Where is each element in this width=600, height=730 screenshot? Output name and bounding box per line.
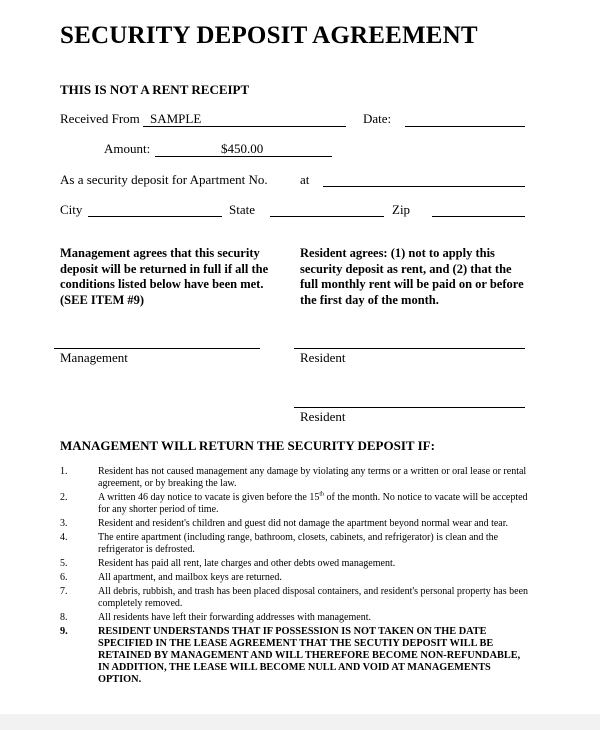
list-item-number: 4.: [60, 532, 68, 543]
resident-signature-label-2: Resident: [300, 409, 346, 424]
city-line[interactable]: [88, 216, 222, 217]
list-item-number: 6.: [60, 572, 68, 583]
zip-line[interactable]: [432, 216, 525, 217]
conditions-list: [60, 466, 530, 688]
document-subtitle: THIS IS NOT A RENT RECEIPT: [60, 82, 250, 97]
list-item-number: 1.: [60, 466, 68, 477]
list-item-number: 2.: [60, 492, 68, 503]
list-item: [60, 558, 530, 570]
return-conditions-heading: MANAGEMENT WILL RETURN THE SECURITY DEPOSIT IF:: [60, 438, 435, 453]
at-label: at: [300, 172, 310, 187]
list-item-number: 7.: [60, 586, 68, 597]
list-item: [60, 532, 530, 556]
state-label: State: [229, 202, 255, 217]
resident-signature-line-1[interactable]: [294, 348, 525, 349]
list-item-text: Resident has paid all rent, late charges and other debts owed management.: [98, 558, 396, 569]
list-item-text: Resident has not caused management any damage by violating any terms or a written or oral lease or rental agreement, or by breaking the law.: [98, 466, 527, 489]
list-item: [60, 466, 530, 490]
list-item-text: of the month. No notice to vacate will be accepted for any shorter period of time.: [98, 492, 528, 515]
amount-value[interactable]: $450.00: [221, 141, 264, 156]
resident-signature-label-1: Resident: [300, 350, 346, 365]
list-item-superscript: th: [319, 491, 324, 498]
list-item-number: 3.: [60, 518, 68, 529]
list-item-text: Resident and resident's children and guest did not damage the apartment beyond normal wear and tear.: [98, 518, 509, 529]
list-item-text: All debris, rubbish, and trash has been placed disposal containers, and resident's personal property has been completely removed.: [98, 586, 529, 609]
list-item-text: The entire apartment (including range, bathroom, closets, cabinets, and refrigerator) is clean and the refrigerator is defrosted.: [98, 532, 499, 555]
zip-label: Zip: [392, 202, 411, 217]
amount-label: Amount:: [104, 141, 151, 156]
list-item-number: 9.: [60, 626, 68, 637]
list-item: [60, 612, 530, 624]
list-item: [60, 572, 530, 584]
list-item-number: 5.: [60, 558, 68, 569]
document-title: SECURITY DEPOSIT AGREEMENT: [60, 22, 478, 49]
resident-signature-line-2[interactable]: [294, 407, 525, 408]
list-item-text: All residents have left their forwarding addresses with management.: [98, 612, 371, 623]
management-agrees-text: Management agrees that this security deposit will be returned in full if all the conditions listed below have been met. (SEE ITEM #9): [60, 246, 269, 307]
list-item: [60, 518, 530, 530]
list-item: [60, 492, 530, 516]
list-item-number: 8.: [60, 612, 68, 623]
bottom-bar: [0, 714, 600, 730]
list-item-text: All apartment, and mailbox keys are returned.: [98, 572, 282, 583]
date-label: Date:: [363, 111, 392, 126]
management-signature-label: Management: [60, 350, 128, 365]
list-item: [60, 586, 530, 610]
received-from-label: Received From: [60, 111, 140, 126]
management-signature-line[interactable]: [54, 348, 260, 349]
apartment-label: As a security deposit for Apartment No.: [60, 172, 268, 187]
list-item: [60, 626, 530, 686]
list-item-text: A written 46 day notice to vacate is given before the 15: [98, 492, 320, 503]
list-item-text: RESIDENT UNDERSTANDS THAT IF POSSESSION IS NOT TAKEN ON THE DATE SPECIFIED IN THE LEASE AGREEMENT THAT THE SECUTIY DEPOSIT WILL BE RETAINED BY MANAGEMENT AND WILL THEREFORE BECOME NON-REFUNDABLE, IN ADDITION, THE LEASE WILL BECOME NULL AND VOID AT MANAGEMENTS OPTION.: [98, 626, 521, 685]
state-line[interactable]: [270, 216, 384, 217]
resident-agrees-text: Resident agrees: (1) not to apply this security deposit as rent, and (2) that the full monthly rent will be paid on or before the first day of the month.: [300, 246, 524, 307]
address-line[interactable]: [323, 186, 525, 187]
date-line[interactable]: [405, 126, 525, 127]
city-label: City: [60, 202, 83, 217]
received-from-value[interactable]: SAMPLE: [150, 111, 202, 126]
